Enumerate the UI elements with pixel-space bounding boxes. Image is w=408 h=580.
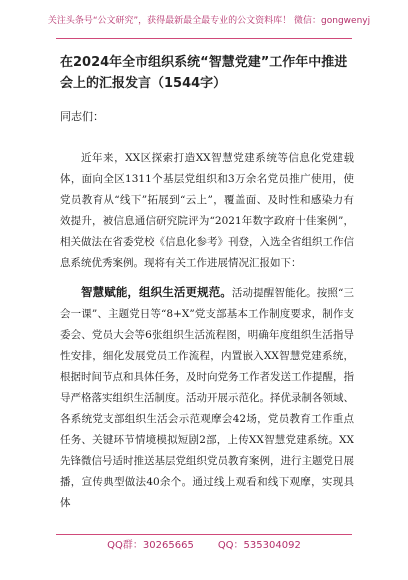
section-1-heading: 智慧赋能，组织生活更规范。 [81, 285, 232, 299]
intro-paragraph: 近年来，XX区探索打造XX智慧党建系统等信息化党建载体，面向全区1311个基层党组织和3万余名党员推广使用，使党员教育从“线下”拓展到“云上”，覆盖面、及时性和感染力有效提升，被信息通信研究院评为“2021年数字政府十佳案例”，相关做法在省委党校《信息化参考》刊登，入选全省组织工作信息系统优秀案例。现将有关工作进展情况汇报如下： [60, 152, 354, 269]
footer-qq: QQ：535304092 [217, 540, 301, 551]
document-body [60, 148, 354, 517]
header-banner: 关注头条号“公文研究”，获得最新最全最专业的公文资料库！ 微信：gongwenyj [47, 16, 371, 26]
document-title: 在2024年全市组织系统“智慧党建”工作年中推进会上的汇报发言（1544字） [60, 55, 348, 91]
footer [0, 538, 408, 554]
section-1-paragraph [60, 282, 354, 514]
footer-divider [56, 534, 352, 535]
salutation: 同志们： [60, 110, 104, 123]
section-1-text: 活动提醒智能化。按照“三会一课”、主题党日等“8+X”党支部基本工作制度要求，制作支委会、党员大会等6张组织生活流程图，明确年度组织生活指导性安排，细化发展党员工作流程，内置嵌入XX智慧党建系统，根据时间节点和具体任务，及时向党务工作者发送工作提醒，指导严格落实组织生活制度。活动开展示范化。择优录制各领域、各系统党支部组织生活会示范观摩会42场，党员教育工作重点任务、关键环节情境模拟短剧2部，上传XX智慧党建系统。XX先锋微信号适时推送基层党组织党员教育案例，进行主题党日展播，宣传典型做法40余个。通过线上观看和线下观摩，实现具体 [60, 287, 354, 509]
footer-qq-group: QQ群：30265665 [107, 540, 194, 551]
header-divider [56, 38, 352, 39]
